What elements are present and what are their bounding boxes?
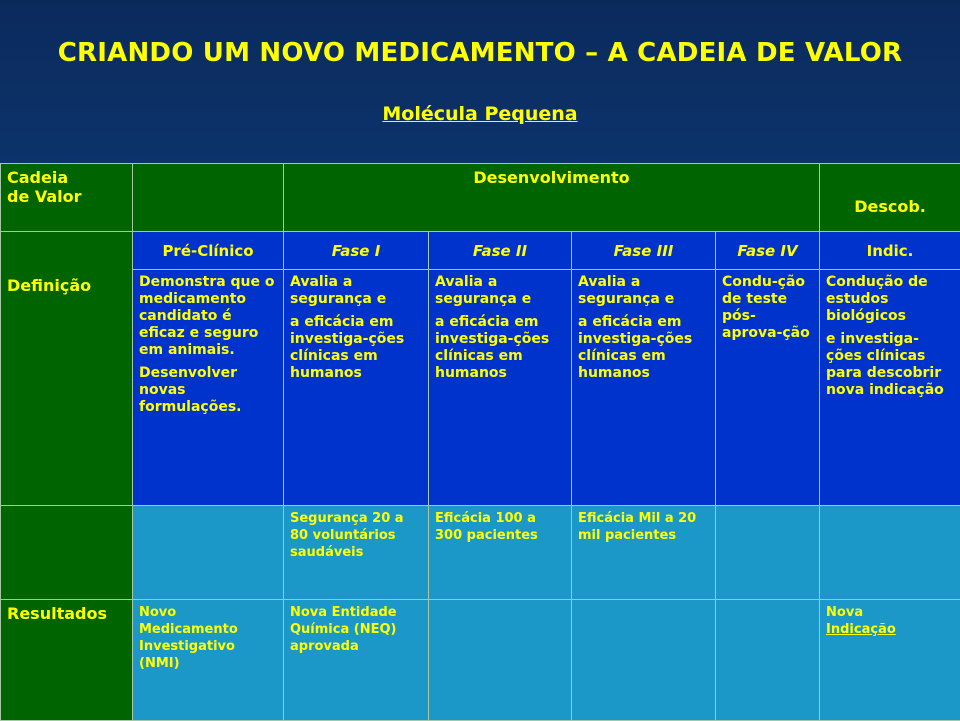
- phase-row: [1, 232, 960, 270]
- scale-cell: [133, 506, 284, 600]
- scale-cell: [716, 506, 820, 600]
- corner-line-1: Cadeia: [7, 168, 126, 187]
- definition-text: a eficácia em investiga-ções clínicas em humanos: [578, 314, 709, 382]
- definition-cell: [284, 270, 429, 506]
- value-chain-table: [0, 163, 960, 721]
- scale-text: Eficácia 100 a 300 pacientes: [435, 510, 565, 544]
- definition-cell: [133, 270, 284, 506]
- result-text: Nova: [826, 604, 954, 621]
- result-cell: [429, 600, 572, 721]
- definition-text: Desenvolver novas formulações.: [139, 365, 277, 416]
- definition-text: a eficácia em investiga-ções clínicas em humanos: [435, 314, 565, 382]
- result-text: Novo Medicamento Investigativo (NMI): [139, 604, 277, 672]
- definicao-label: Definição: [1, 232, 133, 506]
- definition-text: Condu-ção de teste pós-aprova-ção: [722, 274, 813, 342]
- definition-text: Avalia a segurança e: [435, 274, 565, 308]
- scale-label-cell: [1, 506, 133, 600]
- definition-cell: [716, 270, 820, 506]
- phase-fase-4: Fase IV: [716, 232, 820, 270]
- result-text: Indicação: [826, 621, 954, 638]
- scale-row: [1, 506, 960, 600]
- definition-text: a eficácia em investiga-ções clínicas em humanos: [290, 314, 422, 382]
- definition-cell: [429, 270, 572, 506]
- results-row: [1, 600, 960, 721]
- phase-fase-3: Fase III: [572, 232, 716, 270]
- scale-cell: [572, 506, 716, 600]
- definition-text: Avalia a segurança e: [290, 274, 422, 308]
- definition-text: Condução de estudos biológicos: [826, 274, 954, 325]
- result-cell: [820, 600, 960, 721]
- empty-header-cell: [133, 164, 284, 232]
- scale-cell: [429, 506, 572, 600]
- definition-row: [1, 270, 960, 506]
- phase-indic: Indic.: [820, 232, 960, 270]
- definition-text: e investiga-ções clínicas para descobrir nova indicação: [826, 331, 954, 399]
- result-cell: [133, 600, 284, 721]
- result-cell: [572, 600, 716, 721]
- definition-cell: [820, 270, 960, 506]
- definition-cell: [572, 270, 716, 506]
- corner-line-2: de Valor: [7, 187, 126, 206]
- resultados-label: Resultados: [1, 600, 133, 721]
- phase-fase-1: Fase I: [284, 232, 429, 270]
- definition-text: Avalia a segurança e: [578, 274, 709, 308]
- scale-text: Eficácia Mil a 20 mil pacientes: [578, 510, 709, 544]
- scale-text: Segurança 20 a 80 voluntários saudáveis: [290, 510, 422, 561]
- scale-cell: [820, 506, 960, 600]
- phase-fase-2: Fase II: [429, 232, 572, 270]
- desenvolvimento-header: Desenvolvimento: [284, 164, 820, 232]
- descob-header: Descob.: [820, 164, 960, 232]
- slide-title: CRIANDO UM NOVO MEDICAMENTO – A CADEIA DE VALOR: [0, 38, 960, 68]
- result-cell: [284, 600, 429, 721]
- definition-text: Demonstra que o medicamento candidato é eficaz e seguro em animais.: [139, 274, 277, 359]
- phase-pre-clinico: Pré-Clínico: [133, 232, 284, 270]
- result-text: Nova Entidade Química (NEQ) aprovada: [290, 604, 422, 655]
- header-row: [1, 164, 960, 232]
- slide-subtitle: Molécula Pequena: [0, 103, 960, 125]
- corner-cell: [1, 164, 133, 232]
- scale-cell: [284, 506, 429, 600]
- result-cell: [716, 600, 820, 721]
